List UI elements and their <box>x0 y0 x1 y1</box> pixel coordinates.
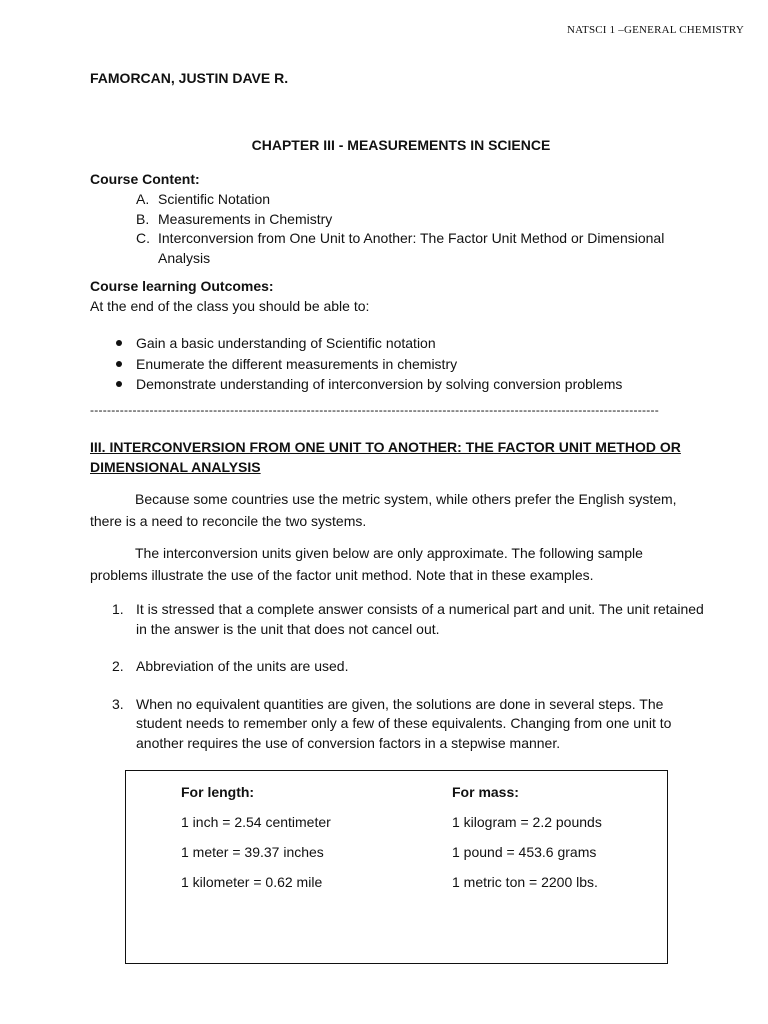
length-row: 1 inch = 2.54 centimeter <box>181 814 331 830</box>
outcomes-intro: At the end of the class you should be able to: <box>90 298 370 314</box>
list-item-text: Measurements in Chemistry <box>158 210 333 227</box>
paragraph-text: Because some countries use the metric system, while others prefer the English system, there is a need to reconcile the two systems. <box>90 491 677 529</box>
paragraph-text: The interconversion units given below are only approximate. The following sample problems illustrate the use of the factor unit method. Note that in these examples. <box>90 545 643 583</box>
conversion-table-box <box>125 770 668 964</box>
list-item-text: Abbreviation of the units are used. <box>136 658 349 674</box>
list-item-text: Enumerate the different measurements in chemistry <box>136 355 458 372</box>
course-header: NATSCI 1 –GENERAL CHEMISTRY <box>566 24 744 36</box>
mass-column <box>452 784 602 904</box>
list-marker: B. <box>136 210 150 227</box>
section-heading <box>90 437 710 477</box>
list-item-text: When no equivalent quantities are given, the solutions are done in several steps. The student needs to remember only a few of these equivalents. Changing from one unit to another requires the use of conversion factors in a stepwise manner. <box>136 695 672 751</box>
list-number: 3. <box>112 695 124 712</box>
list-marker: C. <box>136 230 150 246</box>
bullet-icon <box>116 381 122 387</box>
list-item <box>112 354 712 375</box>
mass-row: 1 metric ton = 2200 lbs. <box>452 874 598 890</box>
chapter-title: CHAPTER III - MEASUREMENTS IN SCIENCE <box>251 137 551 153</box>
bullet-icon <box>116 340 122 346</box>
outcomes-heading: Course learning Outcomes: <box>90 278 274 294</box>
list-item-text: Scientific Notation <box>158 191 271 207</box>
paragraph-2 <box>90 543 680 586</box>
numbered-list <box>112 600 712 753</box>
course-content-list <box>136 190 716 268</box>
list-item <box>112 695 712 754</box>
mass-heading: For mass: <box>452 784 519 800</box>
length-row: 1 meter = 39.37 inches <box>181 844 324 860</box>
length-row: 1 kilometer = 0.62 mile <box>181 874 323 890</box>
list-item <box>112 600 712 639</box>
list-item <box>136 229 716 268</box>
list-item-text: Gain a basic understanding of Scientific notation <box>136 335 436 351</box>
length-heading: For length: <box>181 784 255 800</box>
length-column <box>181 784 331 904</box>
course-content-heading: Course Content: <box>90 171 200 187</box>
student-name: FAMORCAN, JUSTIN DAVE R. <box>90 70 289 86</box>
bullet-icon <box>116 361 122 367</box>
list-item <box>112 657 712 677</box>
mass-row: 1 pound = 453.6 grams <box>452 844 597 860</box>
paragraph-1 <box>90 489 680 532</box>
section-heading-text: III. INTERCONVERSION FROM ONE UNIT TO ANOTHER: THE FACTOR UNIT METHOD OR DIMENSIONAL ANALYSIS <box>90 439 681 475</box>
list-number: 2. <box>112 658 124 674</box>
outcomes-list <box>112 333 712 395</box>
list-item <box>136 210 716 230</box>
list-item-text: Demonstrate understanding of interconversion by solving conversion problems <box>136 376 623 392</box>
list-item-text: It is stressed that a complete answer consists of a numerical part and unit. The unit retained in the answer is the unit that does not cancel out. <box>136 601 704 637</box>
divider-line: -------------------------------------------------------------------------------------------------------------------------------------- <box>90 403 659 417</box>
list-item <box>112 374 712 395</box>
mass-row: 1 kilogram = 2.2 pounds <box>452 814 602 830</box>
list-item <box>112 333 712 354</box>
list-item-text: Interconversion from One Unit to Another: The Factor Unit Method or Dimensional Analysis <box>158 230 665 266</box>
list-number: 1. <box>112 601 124 617</box>
list-item <box>136 190 716 210</box>
list-marker: A. <box>136 191 150 207</box>
